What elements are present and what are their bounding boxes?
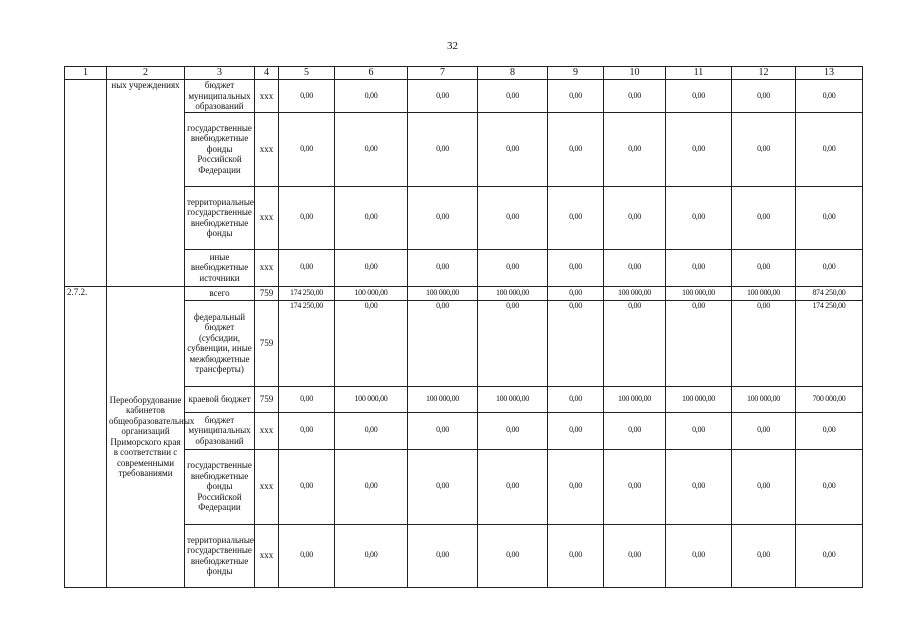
column-header: 1 — [65, 67, 107, 80]
value-cell: 0,00 — [548, 186, 604, 249]
value-cell: 0,00 — [408, 300, 478, 386]
value-cell: 100 000,00 — [732, 286, 796, 300]
code-cell: xxx — [255, 524, 279, 587]
source-cell: территориальные государственные внебюджетные фонды — [185, 186, 255, 249]
value-cell: 0,00 — [604, 80, 666, 113]
value-cell: 0,00 — [478, 186, 548, 249]
value-cell: 0,00 — [335, 80, 408, 113]
value-cell: 0,00 — [604, 249, 666, 286]
code-cell: xxx — [255, 112, 279, 186]
value-cell: 100 000,00 — [335, 286, 408, 300]
value-cell: 100 000,00 — [666, 386, 732, 412]
value-cell: 0,00 — [478, 412, 548, 449]
value-cell: 0,00 — [732, 524, 796, 587]
value-cell: 0,00 — [732, 112, 796, 186]
column-header: 6 — [335, 67, 408, 80]
column-header: 11 — [666, 67, 732, 80]
value-cell: 0,00 — [478, 80, 548, 113]
value-cell: 0,00 — [408, 249, 478, 286]
value-cell: 0,00 — [279, 186, 335, 249]
value-cell: 0,00 — [335, 524, 408, 587]
value-cell: 0,00 — [335, 449, 408, 524]
table-row — [65, 249, 863, 286]
table-row — [65, 449, 863, 524]
value-cell: 0,00 — [666, 524, 732, 587]
value-cell: 0,00 — [604, 300, 666, 386]
value-cell: 100 000,00 — [408, 386, 478, 412]
page-number: 32 — [447, 40, 458, 52]
table-row — [65, 286, 863, 300]
value-cell: 0,00 — [335, 300, 408, 386]
value-cell: 0,00 — [796, 112, 863, 186]
value-cell: 0,00 — [796, 249, 863, 286]
column-header: 9 — [548, 67, 604, 80]
column-header: 13 — [796, 67, 863, 80]
value-cell: 0,00 — [548, 524, 604, 587]
value-cell: 0,00 — [548, 386, 604, 412]
value-cell: 0,00 — [666, 186, 732, 249]
value-cell: 0,00 — [732, 80, 796, 113]
value-cell: 100 000,00 — [408, 286, 478, 300]
value-cell: 174 250,00 — [279, 300, 335, 386]
budget-table — [64, 66, 863, 588]
source-cell: государственные внебюджетные фонды Российской Федерации — [185, 449, 255, 524]
value-cell: 0,00 — [796, 449, 863, 524]
item-number-cell: 2.7.2. — [65, 286, 107, 587]
value-cell: 0,00 — [796, 524, 863, 587]
value-cell: 0,00 — [335, 412, 408, 449]
value-cell: 0,00 — [548, 412, 604, 449]
code-cell: xxx — [255, 186, 279, 249]
column-numbers-row — [65, 67, 863, 80]
value-cell: 700 000,00 — [796, 386, 863, 412]
value-cell: 100 000,00 — [478, 286, 548, 300]
source-cell: бюджет муниципальных образований — [185, 412, 255, 449]
item-name-cell: ных учреждениях — [107, 80, 185, 287]
value-cell: 0,00 — [335, 186, 408, 249]
value-cell: 0,00 — [408, 186, 478, 249]
value-cell: 0,00 — [666, 80, 732, 113]
item-number-cell — [65, 80, 107, 287]
value-cell: 0,00 — [666, 112, 732, 186]
value-cell: 0,00 — [604, 524, 666, 587]
value-cell: 0,00 — [732, 449, 796, 524]
value-cell: 100 000,00 — [604, 286, 666, 300]
value-cell: 0,00 — [408, 449, 478, 524]
source-cell: государственные внебюджетные фонды Российской Федерации — [185, 112, 255, 186]
value-cell: 0,00 — [666, 249, 732, 286]
value-cell: 0,00 — [408, 412, 478, 449]
value-cell: 100 000,00 — [335, 386, 408, 412]
value-cell: 0,00 — [666, 412, 732, 449]
value-cell: 874 250,00 — [796, 286, 863, 300]
value-cell: 0,00 — [548, 449, 604, 524]
value-cell: 0,00 — [478, 300, 548, 386]
value-cell: 0,00 — [604, 412, 666, 449]
value-cell: 0,00 — [478, 524, 548, 587]
source-cell: территориальные государственные внебюджетные фонды — [185, 524, 255, 587]
value-cell: 0,00 — [548, 80, 604, 113]
value-cell: 100 000,00 — [666, 286, 732, 300]
value-cell: 0,00 — [796, 80, 863, 113]
value-cell: 0,00 — [408, 80, 478, 113]
value-cell: 0,00 — [279, 386, 335, 412]
value-cell: 0,00 — [604, 112, 666, 186]
value-cell: 0,00 — [279, 449, 335, 524]
value-cell: 100 000,00 — [478, 386, 548, 412]
code-cell: 759 — [255, 386, 279, 412]
value-cell: 0,00 — [279, 112, 335, 186]
column-header: 4 — [255, 67, 279, 80]
code-cell: 759 — [255, 300, 279, 386]
value-cell: 100 000,00 — [732, 386, 796, 412]
value-cell: 0,00 — [604, 186, 666, 249]
source-cell: бюджет муниципальных образований — [185, 80, 255, 113]
value-cell: 0,00 — [732, 412, 796, 449]
value-cell: 0,00 — [478, 449, 548, 524]
value-cell: 0,00 — [548, 249, 604, 286]
column-header: 2 — [107, 67, 185, 80]
column-header: 7 — [408, 67, 478, 80]
value-cell: 0,00 — [796, 412, 863, 449]
column-header: 10 — [604, 67, 666, 80]
table-row — [65, 80, 863, 113]
source-cell: иные внебюджетные источники — [185, 249, 255, 286]
table-row — [65, 524, 863, 587]
value-cell: 0,00 — [478, 112, 548, 186]
value-cell: 0,00 — [548, 300, 604, 386]
value-cell: 0,00 — [335, 112, 408, 186]
source-cell: федеральный бюджет (субсидии, субвенции, иные межбюджетные трансферты) — [185, 300, 255, 386]
value-cell: 0,00 — [732, 186, 796, 249]
value-cell: 0,00 — [796, 186, 863, 249]
value-cell: 0,00 — [279, 412, 335, 449]
code-cell: xxx — [255, 80, 279, 113]
table-row — [65, 112, 863, 186]
value-cell: 0,00 — [279, 524, 335, 587]
column-header: 3 — [185, 67, 255, 80]
value-cell: 0,00 — [666, 449, 732, 524]
value-cell: 0,00 — [279, 80, 335, 113]
value-cell: 0,00 — [604, 449, 666, 524]
code-cell: xxx — [255, 449, 279, 524]
source-cell: краевой бюджет — [185, 386, 255, 412]
table-row — [65, 300, 863, 386]
value-cell: 0,00 — [478, 249, 548, 286]
code-cell: xxx — [255, 412, 279, 449]
column-header: 12 — [732, 67, 796, 80]
value-cell: 174 250,00 — [279, 286, 335, 300]
value-cell: 0,00 — [408, 112, 478, 186]
code-cell: xxx — [255, 249, 279, 286]
table-row — [65, 186, 863, 249]
value-cell: 0,00 — [732, 300, 796, 386]
value-cell: 0,00 — [408, 524, 478, 587]
column-header: 5 — [279, 67, 335, 80]
value-cell: 0,00 — [279, 249, 335, 286]
code-cell: 759 — [255, 286, 279, 300]
value-cell: 174 250,00 — [796, 300, 863, 386]
value-cell: 0,00 — [548, 286, 604, 300]
value-cell: 0,00 — [548, 112, 604, 186]
table-row — [65, 386, 863, 412]
value-cell: 0,00 — [335, 249, 408, 286]
source-cell: всего — [185, 286, 255, 300]
item-name-cell: Переоборудование кабинетов общеобразовательных организаций Приморского края в соответствии с современными требованиями — [107, 286, 185, 587]
value-cell: 0,00 — [732, 249, 796, 286]
column-header: 8 — [478, 67, 548, 80]
value-cell: 0,00 — [666, 300, 732, 386]
value-cell: 100 000,00 — [604, 386, 666, 412]
